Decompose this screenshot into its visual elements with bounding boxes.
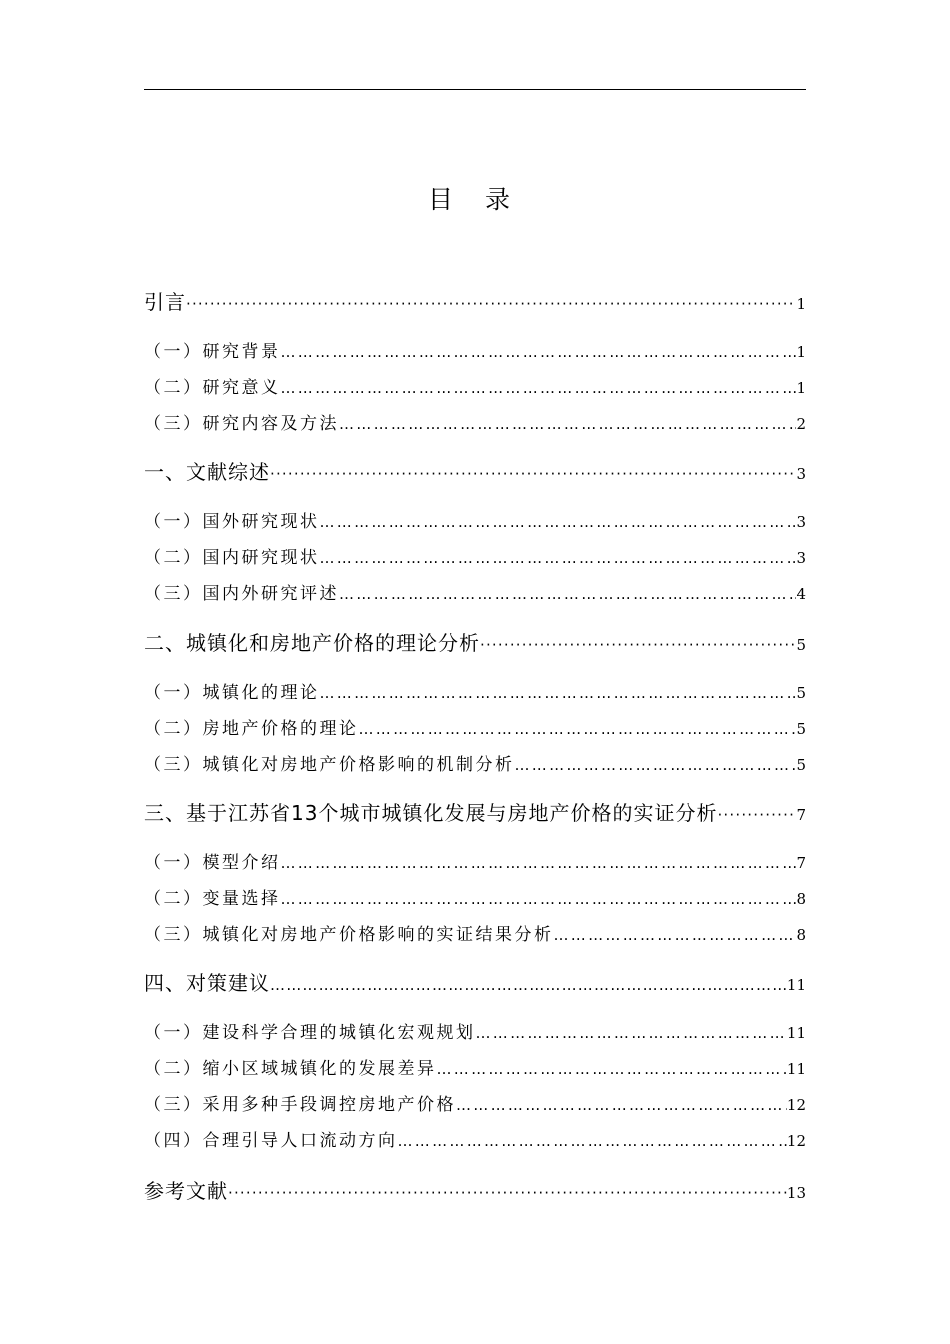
toc-entry-text: 参考文献 (144, 1179, 228, 1203)
toc-entry-text: （二）国内研究现状 (144, 548, 320, 568)
toc-entry-text: 一、文献综述 (144, 460, 270, 484)
toc-leader (281, 379, 797, 397)
toc-page-number: 5 (796, 720, 806, 738)
toc-entry-text: 引言 (144, 290, 186, 314)
toc-page-number: 1 (796, 379, 806, 397)
toc-entry-text: （二）缩小区域城镇化的发展差异 (144, 1059, 437, 1079)
toc-entry-text: （一）模型介绍 (144, 853, 281, 873)
toc-page-number: 2 (796, 415, 806, 433)
toc-page-number: 11 (786, 1060, 806, 1078)
toc-page-number: 8 (796, 926, 806, 944)
toc-entry[interactable] (144, 1175, 806, 1204)
toc-entry[interactable] (144, 714, 806, 739)
toc-leader (717, 806, 796, 824)
toc-leader (359, 720, 797, 738)
toc-entry[interactable] (144, 1018, 806, 1043)
toc-entry-text: （一）研究背景 (144, 342, 281, 362)
toc-entry[interactable] (144, 373, 806, 398)
toc-leader (339, 415, 796, 433)
toc-entry-text: （一）建设科学合理的城镇化宏观规划 (144, 1023, 476, 1043)
toc-leader (320, 513, 797, 531)
toc-entry[interactable] (144, 337, 806, 362)
toc-entry-text: （三）研究内容及方法 (144, 414, 339, 434)
toc-page-number: 3 (796, 465, 806, 483)
toc-page-number: 3 (796, 549, 806, 567)
toc-leader (186, 295, 796, 313)
toc-leader (281, 890, 797, 908)
toc-entry[interactable] (144, 920, 806, 945)
page-title: 目 录 (428, 185, 522, 214)
toc-leader (281, 343, 797, 361)
toc-entry-text: （一）城镇化的理论 (144, 683, 320, 703)
toc-leader (228, 1184, 787, 1202)
toc-entry-text: （三）国内外研究评述 (144, 584, 339, 604)
toc-leader (476, 1024, 787, 1042)
toc-entry-text: （一）国外研究现状 (144, 512, 320, 532)
toc-entry[interactable] (144, 507, 806, 532)
toc-page-number: 11 (786, 976, 806, 994)
toc-page-number: 7 (796, 806, 806, 824)
toc-entry-text: 二、城镇化和房地产价格的理论分析 (144, 631, 480, 655)
toc-page-number: 5 (796, 756, 806, 774)
toc-leader (456, 1096, 787, 1114)
toc-page-number: 3 (796, 513, 806, 531)
toc-entry-text: （三）采用多种手段调控房地产价格 (144, 1095, 456, 1115)
toc-page-number: 5 (796, 636, 806, 654)
toc-page-number: 11 (786, 1024, 806, 1042)
toc-entry[interactable] (144, 409, 806, 434)
toc-page-number: 1 (796, 343, 806, 361)
toc-entry[interactable] (144, 678, 806, 703)
toc-entry-text: （四）合理引导人口流动方向 (144, 1131, 398, 1151)
toc-entry[interactable] (144, 848, 806, 873)
toc-leader (270, 465, 796, 483)
toc-entry-text: 四、对策建议 (144, 971, 270, 995)
toc-entry[interactable] (144, 579, 806, 604)
toc-entry-text: （三）城镇化对房地产价格影响的实证结果分析 (144, 925, 554, 945)
toc-entry[interactable] (144, 884, 806, 909)
toc-page-number: 1 (796, 295, 806, 313)
toc-entry[interactable] (144, 1126, 806, 1151)
toc-leader (515, 756, 797, 774)
toc-leader (281, 854, 797, 872)
toc-page-number: 5 (796, 684, 806, 702)
toc-entry-text: （二）研究意义 (144, 378, 281, 398)
toc-page-number: 12 (786, 1132, 806, 1150)
toc-leader (480, 636, 796, 654)
toc-entry-text: （二）变量选择 (144, 889, 281, 909)
toc-entry[interactable] (144, 456, 806, 485)
toc-page-number: 8 (796, 890, 806, 908)
header-rule (144, 89, 806, 90)
toc-leader (437, 1060, 787, 1078)
toc-leader (398, 1132, 787, 1150)
toc-entry[interactable] (144, 543, 806, 568)
toc-page-number: 7 (796, 854, 806, 872)
toc-leader (339, 585, 796, 603)
toc-entry[interactable] (144, 1090, 806, 1115)
toc-entry[interactable] (144, 797, 806, 826)
toc-entry-text: （二）房地产价格的理论 (144, 719, 359, 739)
toc-leader (320, 684, 797, 702)
toc-leader (320, 549, 797, 567)
toc-entry[interactable] (144, 967, 806, 996)
toc-leader (270, 976, 787, 994)
toc-entry[interactable] (144, 1054, 806, 1079)
toc-entry-text: （三）城镇化对房地产价格影响的机制分析 (144, 755, 515, 775)
toc-entry[interactable] (144, 627, 806, 656)
toc-page-number: 4 (796, 585, 806, 603)
toc-entry-text: 三、基于江苏省13个城市城镇化发展与房地产价格的实证分析 (144, 801, 718, 825)
toc-entry[interactable] (144, 750, 806, 775)
toc-page-number: 13 (786, 1184, 806, 1202)
toc-entry[interactable] (144, 286, 806, 315)
toc-leader (554, 926, 797, 944)
toc-page-number: 12 (786, 1096, 806, 1114)
